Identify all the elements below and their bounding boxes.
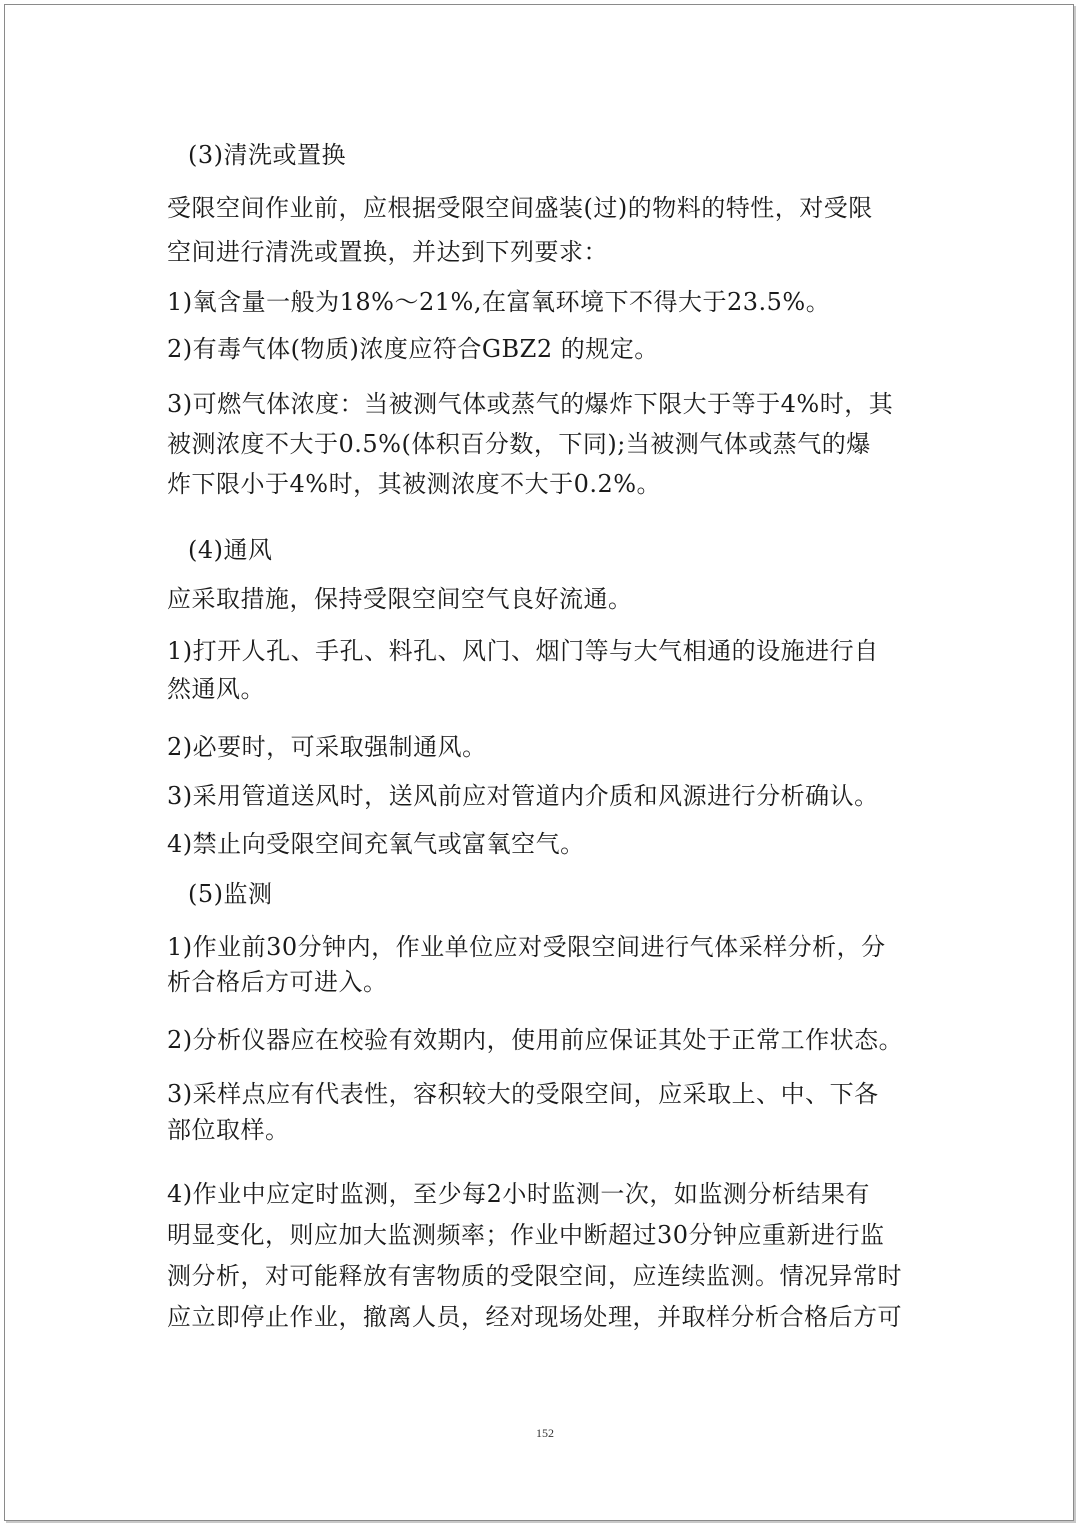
page-number: 152 <box>536 1426 554 1440</box>
list-item-continuation: 被测浓度不大于0.5%(体积百分数，下同);当被测气体或蒸气的爆 <box>167 430 871 458</box>
list-item: 3)可燃气体浓度：当被测气体或蒸气的爆炸下限大于等于4%时，其 <box>167 390 894 418</box>
list-item: 2)分析仪器应在校验有效期内，使用前应保证其处于正常工作状态。 <box>167 1026 904 1054</box>
paragraph-line: 受限空间作业前，应根据受限空间盛装(过)的物料的特性，对受限 <box>167 194 873 222</box>
list-item: 1)作业前30分钟内，作业单位应对受限空间进行气体采样分析，分 <box>167 933 886 961</box>
list-item-continuation: 炸下限小于4%时，其被测浓度不大于0.2%。 <box>167 470 662 498</box>
list-item-continuation: 然通风。 <box>167 675 265 703</box>
list-item: 4)作业中应定时监测，至少每2小时监测一次，如监测分析结果有 <box>167 1180 870 1208</box>
list-item: 1)打开人孔、手孔、料孔、风门、烟门等与大气相通的设施进行自 <box>167 637 879 665</box>
section-heading-monitoring: (5)监测 <box>188 880 273 908</box>
list-item: 1)氧含量一般为18%～21%,在富氧环境下不得大于23.5%。 <box>167 288 831 316</box>
list-item: 3)采用管道送风时，送风前应对管道内介质和风源进行分析确认。 <box>167 782 879 810</box>
list-item: 4)禁止向受限空间充氧气或富氧空气。 <box>167 830 585 858</box>
section-heading-ventilation: (4)通风 <box>188 536 273 564</box>
list-item-continuation: 析合格后方可进入。 <box>167 968 388 996</box>
document-page <box>4 4 1074 1521</box>
list-item-continuation: 测分析，对可能释放有害物质的受限空间，应连续监测。情况异常时 <box>167 1262 902 1290</box>
list-item-continuation: 部位取样。 <box>167 1116 290 1144</box>
list-item: 2)必要时，可采取强制通风。 <box>167 733 487 761</box>
list-item-continuation: 应立即停止作业，撤离人员，经对现场处理，并取样分析合格后方可 <box>167 1303 902 1331</box>
paragraph-line: 应采取措施，保持受限空间空气良好流通。 <box>167 585 633 613</box>
list-item: 3)采样点应有代表性，容积较大的受限空间，应采取上、中、下各 <box>167 1080 879 1108</box>
list-item-continuation: 明显变化，则应加大监测频率；作业中断超过30分钟应重新进行监 <box>167 1221 885 1249</box>
section-heading-cleaning: (3)清洗或置换 <box>188 141 346 169</box>
paragraph-line: 空间进行清洗或置换，并达到下列要求： <box>167 238 608 266</box>
list-item: 2)有毒气体(物质)浓度应符合GBZ2 的规定。 <box>167 335 659 363</box>
